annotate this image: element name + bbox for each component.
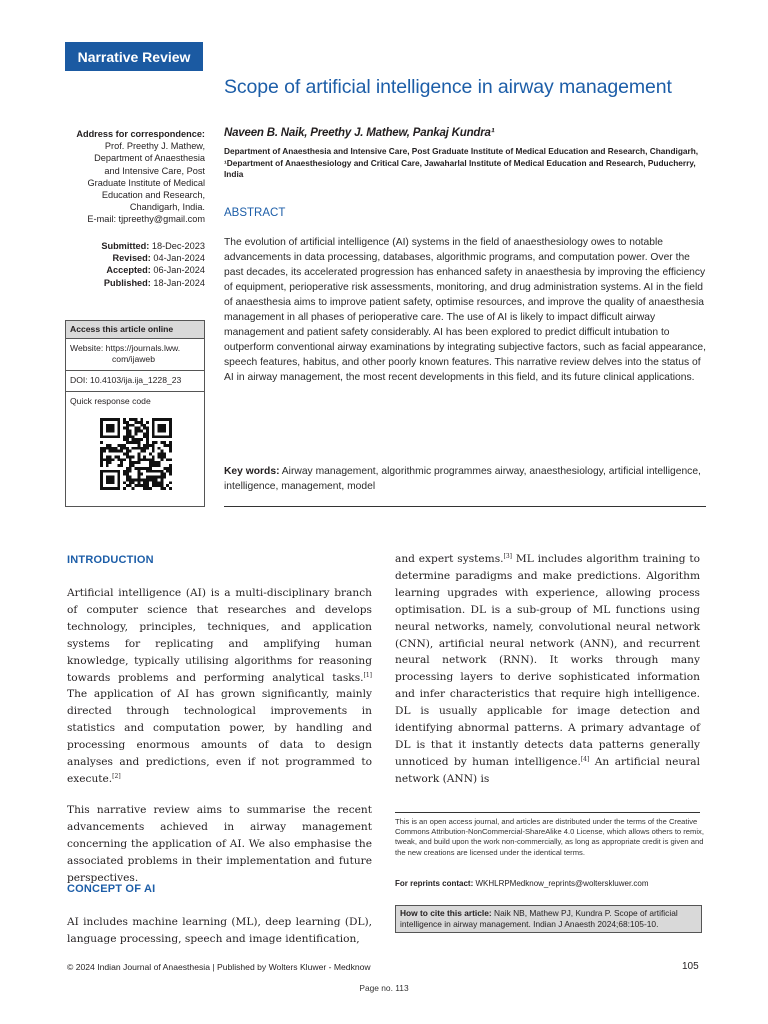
date-submitted: Submitted: 18-Dec-2023 — [101, 241, 205, 251]
authors: Naveen B. Naik, Preethy J. Mathew, Pankaj Kundra¹ — [224, 127, 495, 139]
correspondence-line: Prof. Preethy J. Mathew, — [104, 141, 205, 152]
right-column — [395, 551, 700, 788]
left-column — [67, 585, 372, 886]
qr-code-icon[interactable] — [100, 418, 172, 490]
keywords-label: Key words: — [224, 466, 280, 477]
page-no-label: Page no. 113 — [359, 983, 409, 993]
divider — [224, 506, 706, 507]
doi-link[interactable]: DOI: 10.4103/ija.ija_1228_23 — [66, 371, 204, 392]
correspondence-email[interactable]: E-mail: tjpreethy@gmail.com — [87, 214, 205, 225]
citation-ref[interactable]: [1] — [363, 671, 372, 679]
correspondence-line: Department of Anaesthesia — [94, 153, 205, 164]
correspondence-line: Chandigarh, India. — [129, 202, 205, 213]
page-number: 105 — [682, 961, 699, 972]
abstract-text: The evolution of artificial intelligence (AI) systems in the field of anaesthesiology owes to notable advancements in data processing, databases, algorithmic programs, and computation power. Over the past decades, its accelerated progression has enhanced safety in anaesthesia by improving the efficiency of equipment, perioperative risk assessments, monitoring, and drug administration systems. AI in the field of anaesthesia aims to improve patient safety, optimise resources, and improve the quality of anaesthesia management in all phases of perioperative care. The use of AI is likely to impact difficult airway management and patient safety considerably. AI has been explored to predict difficult intubation to outperform conventional airway examinations by integrating subjective factors, such as facial appearance, speech features, habitus, and other poorly known features. This narrative review delves into the status of AI in airway management, the most recent developments in this field, and its future clinical applications. — [224, 237, 706, 384]
abstract-heading: ABSTRACT — [224, 207, 286, 219]
open-access-notice: This is an open access journal, and articles are distributed under the terms of the Creative Commons Attribution-NonCommercial-ShareAlike 4.0 License, which allows others to remix, tweak, and build upon the work non-commercially, as long as appropriate credit is given and the new creations are licensed under the identical terms. — [395, 817, 704, 857]
citation-ref[interactable]: [3] — [503, 553, 513, 560]
date-revised: Revised: 04-Jan-2024 — [112, 253, 205, 264]
section-heading-concept: CONCEPT OF AI — [67, 883, 156, 895]
reprints-email[interactable]: WKHLRPMedknow_reprints@wolterskluwer.com — [473, 879, 649, 888]
article-type-tag: Narrative Review — [65, 42, 203, 71]
correspondence-line: Graduate Institute of Medical — [87, 177, 205, 188]
access-online-box — [65, 320, 205, 507]
affiliation: Department of Anaesthesia and Intensive Care, Post Graduate Institute of Medical Education and Research, Chandigarh, ¹Department of Anaesthesiology and Critical Care, Jawaharlal Institute of Medical Education and Research, Puducherry, India — [224, 146, 699, 180]
correspondence-line: and Intensive Care, Post — [104, 165, 205, 176]
concept-paragraph-cont: and expert systems.[3] ML includes algorithm training to determine paradigms and make predictions. Algorithm learning upgrades with experience, allowing process optimisation. DL is a sub-group of ML functions using neural networks, namely, convolutional neural network (CNN), artificial neural network (ANN), and recurrent neural network (RNN). It works through many processing layers to derive sophisticated information and infer characteristics that require high intelligence. DL is usually applicable for image detection and identifying abnormal patterns. A primary advantage of DL is that it instantly detects data patterns generally unnoticed by human intelligence.[4] An artificial neural network (ANN) is — [395, 553, 700, 785]
qr-label: Quick response code — [70, 396, 151, 406]
citation-ref[interactable]: [2] — [112, 772, 121, 780]
how-to-cite-box: How to cite this article: Naik NB, Mathew PJ, Kundra P. Scope of artificial intelligence in airway management. Indian J Anaesth 2024;68:105-10. — [395, 905, 702, 933]
footer-copyright: © 2024 Indian Journal of Anaesthesia | Published by Wolters Kluwer - Medknow — [67, 962, 371, 972]
date-published: Published: 18-Jan-2024 — [103, 277, 205, 288]
citation-ref[interactable]: [4] — [580, 755, 590, 763]
footnote-divider — [395, 812, 700, 813]
reprints-contact: For reprints contact: WKHLRPMedknow_reprints@wolterskluwer.com — [395, 879, 649, 888]
access-heading: Access this article online — [66, 321, 204, 339]
date-accepted: Accepted: 06-Jan-2024 — [106, 265, 205, 276]
dates-block — [40, 240, 205, 289]
concept-paragraph-1: AI includes machine learning (ML), deep learning (DL), language processing, speech and image identification, — [67, 916, 372, 945]
keywords-text: Airway management, algorithmic programmes airway, anaesthesiology, artificial intelligence, intelligence, management, model — [224, 466, 701, 492]
correspondence-line: Education and Research, — [101, 190, 205, 201]
intro-paragraph-1: Artificial intelligence (AI) is a multi-disciplinary branch of computer science that researches and develops technology, principles, techniques, and application systems for replicating and amplifying human knowledge, typically utilising algorithms for reasoning towards problems and performing analytical tasks.[1] The application of AI has grown significantly, mainly directed through technological improvements in statistics and computation power, by handling and processing enormous amounts of data to design analyses and predictions, even if not programmed to execute.[2] — [67, 587, 372, 785]
intro-paragraph-2: This narrative review aims to summarise the recent advancements achieved in airway management concerning the application of AI. We also emphasise the associated problems in their implementation and future perspectives. — [67, 803, 372, 884]
correspondence-block — [40, 128, 205, 226]
website-link[interactable]: Website: https://journals.lww. com/ijaweb — [66, 339, 204, 371]
correspondence-label: Address for correspondence: — [76, 129, 205, 139]
keywords — [224, 464, 706, 494]
section-heading-introduction: INTRODUCTION — [67, 554, 154, 566]
article-title: Scope of artificial intelligence in airway management — [224, 76, 672, 98]
qr-section — [66, 392, 204, 506]
